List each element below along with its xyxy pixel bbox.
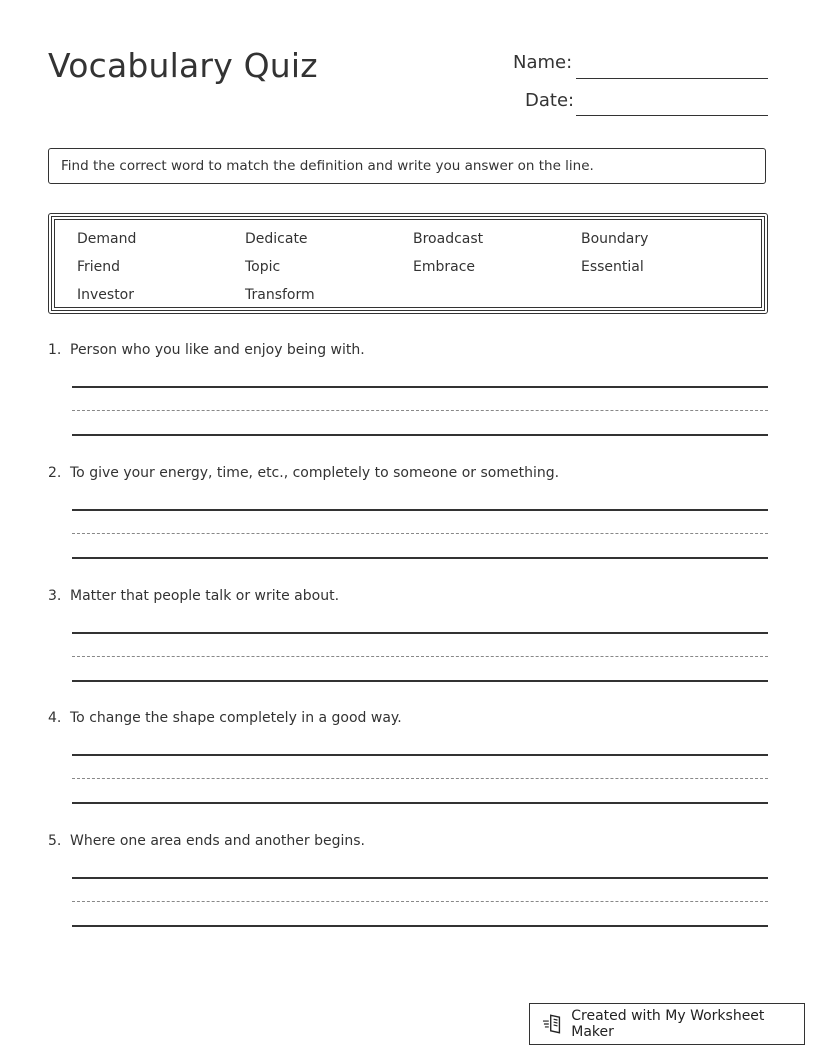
word-bank-item: Broadcast xyxy=(413,231,484,247)
answer-line-mid xyxy=(72,901,768,902)
worksheet-maker-logo-icon xyxy=(542,1013,565,1035)
question-text: To give your energy, time, etc., completely to someone or something. xyxy=(70,465,560,481)
word-bank-inner-border xyxy=(54,219,762,308)
question-number: 2. xyxy=(48,465,62,481)
question-number: 4. xyxy=(48,710,62,726)
question-3 xyxy=(48,588,339,604)
answer-line-bottom xyxy=(72,802,768,804)
name-label: Name: xyxy=(513,52,573,73)
answer-line-top[interactable] xyxy=(72,877,768,879)
word-bank-item: Transform xyxy=(245,287,315,303)
question-2 xyxy=(48,465,559,481)
word-bank-item: Investor xyxy=(77,287,135,303)
date-label: Date: xyxy=(525,90,575,111)
created-with-badge[interactable] xyxy=(529,1003,805,1045)
word-bank-item: Boundary xyxy=(581,231,649,247)
question-number: 5. xyxy=(48,833,62,849)
instructions-box: Find the correct word to match the definition and write you answer on the line. xyxy=(48,148,766,184)
word-bank-item: Embrace xyxy=(413,259,476,275)
answer-line-mid xyxy=(72,656,768,657)
word-bank-item: Dedicate xyxy=(245,231,308,247)
answer-line-bottom xyxy=(72,680,768,682)
question-text: Matter that people talk or write about. xyxy=(70,588,340,604)
question-number: 3. xyxy=(48,588,62,604)
question-text: Person who you like and enjoy being with. xyxy=(70,342,365,358)
question-4 xyxy=(48,710,402,726)
answer-line-top[interactable] xyxy=(72,632,768,634)
question-text: Where one area ends and another begins. xyxy=(70,833,366,849)
word-bank xyxy=(48,213,768,314)
word-bank-item: Essential xyxy=(581,259,644,275)
word-bank-item: Topic xyxy=(245,259,281,275)
footer-text: Created with My Worksheet Maker xyxy=(571,1008,765,1040)
question-number: 1. xyxy=(48,342,62,358)
answer-line-mid xyxy=(72,778,768,779)
answer-line-mid xyxy=(72,533,768,534)
word-bank-item: Demand xyxy=(77,231,137,247)
date-field-line[interactable] xyxy=(576,115,768,116)
name-field-line[interactable] xyxy=(576,78,768,79)
answer-line-top[interactable] xyxy=(72,509,768,511)
answer-line-bottom xyxy=(72,434,768,436)
question-1 xyxy=(48,342,365,358)
answer-line-mid xyxy=(72,410,768,411)
answer-line-top[interactable] xyxy=(72,386,768,388)
answer-line-top[interactable] xyxy=(72,754,768,756)
question-text: To change the shape completely in a good way. xyxy=(70,710,402,726)
word-bank-item: Friend xyxy=(77,259,121,275)
answer-line-bottom xyxy=(72,925,768,927)
answer-line-bottom xyxy=(72,557,768,559)
question-5 xyxy=(48,833,365,849)
page-title: Vocabulary Quiz xyxy=(48,46,318,85)
